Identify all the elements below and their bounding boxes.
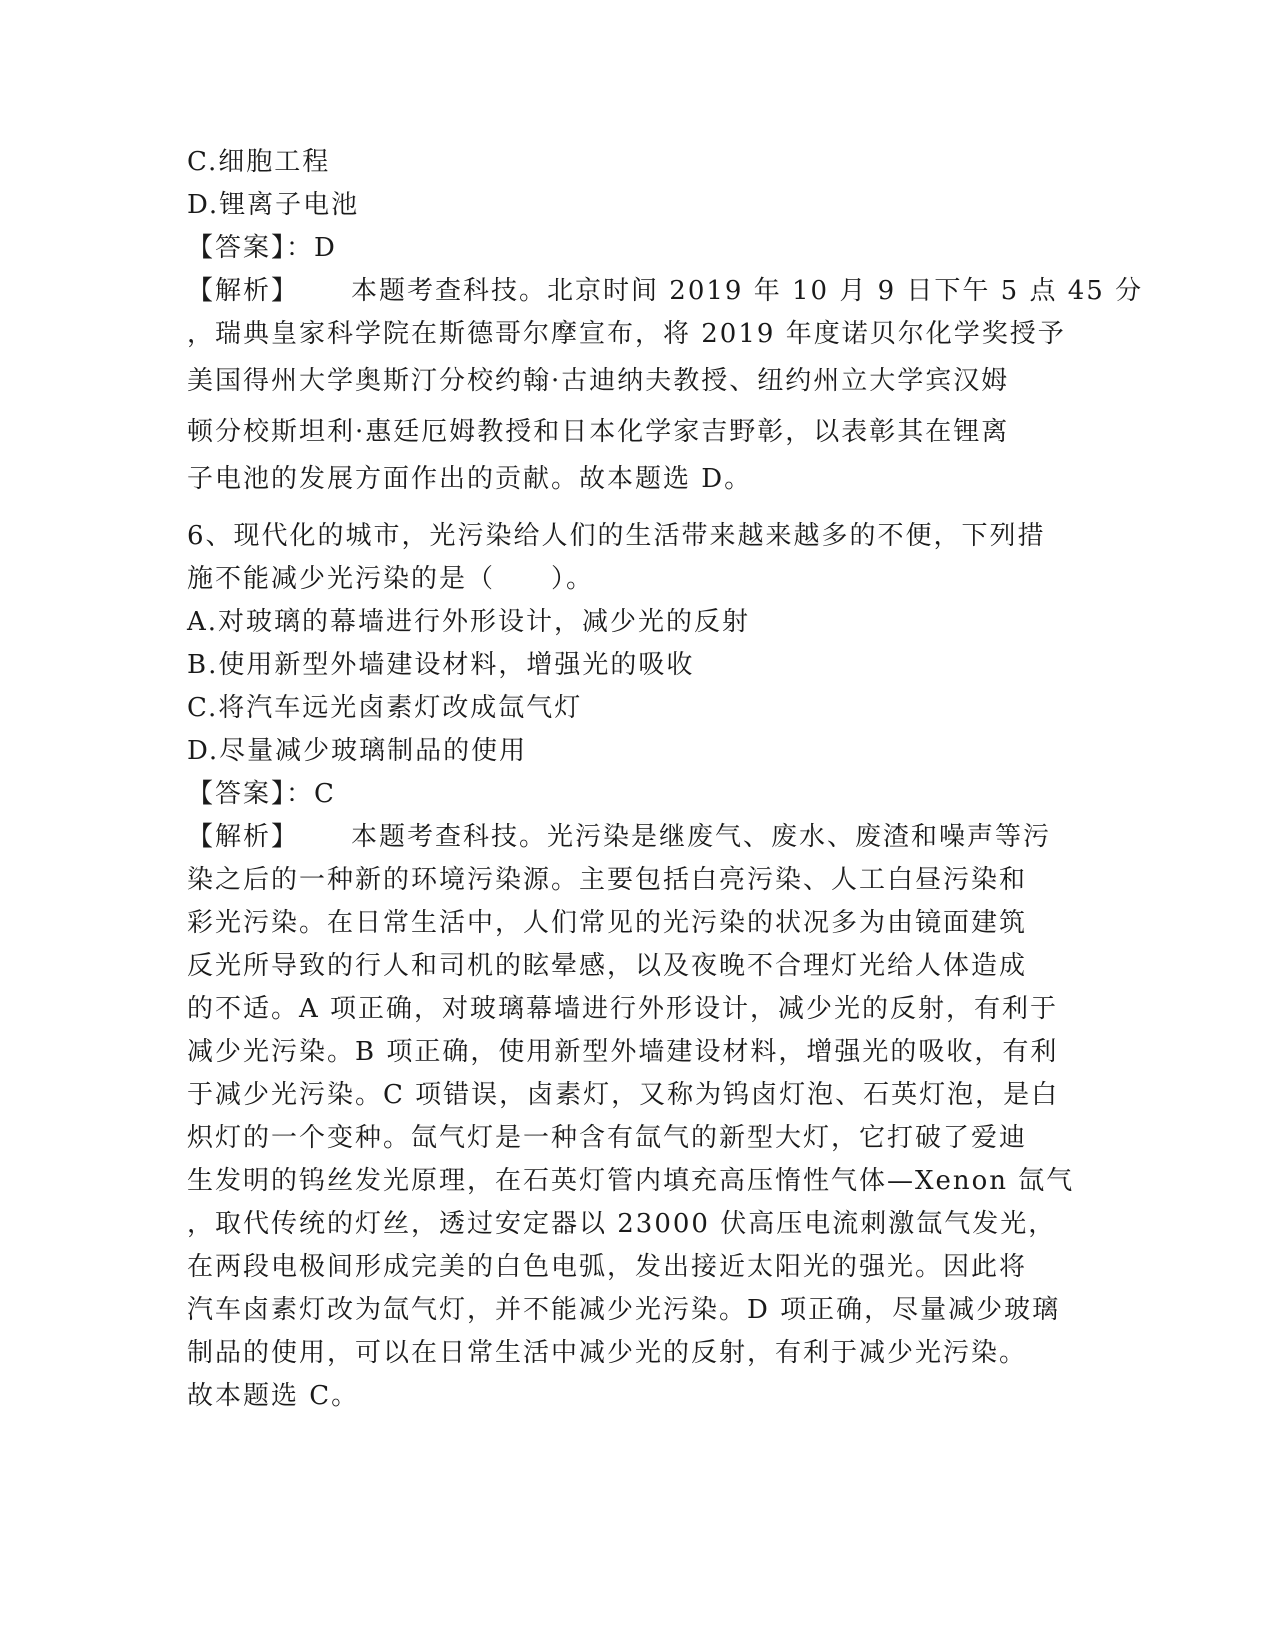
question6-explanation-line: 故本题选 C。 <box>187 1381 360 1411</box>
question6-explanation-line: 在两段电极间形成完美的白色电弧，发出接近太阳光的强光。因此将 <box>187 1252 1028 1282</box>
question6-stem-line: 施不能减少光污染的是（ ）。 <box>187 564 595 594</box>
question6-explanation-line: 的不适。A 项正确，对玻璃幕墙进行外形设计，减少光的反射，有利于 <box>187 994 1059 1024</box>
question6-option-b: B.使用新型外墙建设材料，增强光的吸收 <box>187 650 695 680</box>
explanation-prev-line: 美国得州大学奥斯汀分校约翰·古迪纳夫教授、纽约州立大学宾汉姆 <box>187 366 1010 396</box>
question6-explanation-line: 生发明的钨丝发光原理，在石英灯管内填充高压惰性气体—Xenon 氙气 <box>187 1166 1075 1196</box>
question6-explanation-line <box>187 816 1067 859</box>
question6-answer: 【答案】：C <box>187 779 336 809</box>
explanation-tag: 【解析】 <box>187 822 300 852</box>
answer-prev: 【答案】：D <box>187 233 337 263</box>
question6-explanation-line: 炽灯的一个变种。氙气灯是一种含有氙气的新型大灯，它打破了爱迪 <box>187 1123 1028 1153</box>
question6-explanation-line: ，取代传统的灯丝，透过安定器以 23000 伏高压电流刺激氙气发光， <box>187 1209 1057 1239</box>
explanation-prev-line: 顿分校斯坦利·惠廷厄姆教授和日本化学家吉野彰，以表彰其在锂离 <box>187 417 1010 447</box>
explanation-prev-line <box>187 270 1144 313</box>
explanation-tag: 【解析】 <box>187 276 300 306</box>
question6-explanation-line: 减少光污染。B 项正确，使用新型外墙建设材料，增强光的吸收，有利 <box>187 1037 1059 1067</box>
explanation-text: 本题考查科技。光污染是继废气、废水、废渣和噪声等污 <box>351 822 1052 852</box>
explanation-text: 本题考查科技。北京时间 2019 年 10 月 9 日下午 5 点 45 分 <box>351 276 1144 306</box>
explanation-prev-line: ，瑞典皇家科学院在斯德哥尔摩宣布，将 2019 年度诺贝尔化学奖授予 <box>187 319 1066 349</box>
question6-option-c: C.将汽车远光卤素灯改成氙气灯 <box>187 693 583 723</box>
question6-explanation-line: 染之后的一种新的环境污染源。主要包括白亮污染、人工白昼污染和 <box>187 865 1028 895</box>
question6-option-a: A.对玻璃的幕墙进行外形设计，减少光的反射 <box>187 607 751 637</box>
question6-explanation-line: 彩光污染。在日常生活中，人们常见的光污染的状况多为由镜面建筑 <box>187 908 1028 938</box>
question6-explanation-line: 制品的使用，可以在日常生活中减少光的反射，有利于减少光污染。 <box>187 1338 1028 1368</box>
explanation-prev-line: 子电池的发展方面作出的贡献。故本题选 D。 <box>187 464 753 494</box>
question6-explanation-line: 汽车卤素灯改为氙气灯，并不能减少光污染。D 项正确，尽量减少玻璃 <box>187 1295 1061 1325</box>
document-body <box>187 141 1144 1418</box>
question6-explanation-line: 反光所导致的行人和司机的眩晕感，以及夜晚不合理灯光给人体造成 <box>187 951 1028 981</box>
question6-stem-line: 6、现代化的城市，光污染给人们的生活带来越来越多的不便，下列措 <box>187 521 1046 551</box>
question6-option-d: D.尽量减少玻璃制品的使用 <box>187 736 528 766</box>
option-c-prev: C.细胞工程 <box>187 147 331 177</box>
question6-explanation-line: 于减少光污染。C 项错误，卤素灯，又称为钨卤灯泡、石英灯泡，是白 <box>187 1080 1060 1110</box>
option-d-prev: D.锂离子电池 <box>187 190 360 220</box>
